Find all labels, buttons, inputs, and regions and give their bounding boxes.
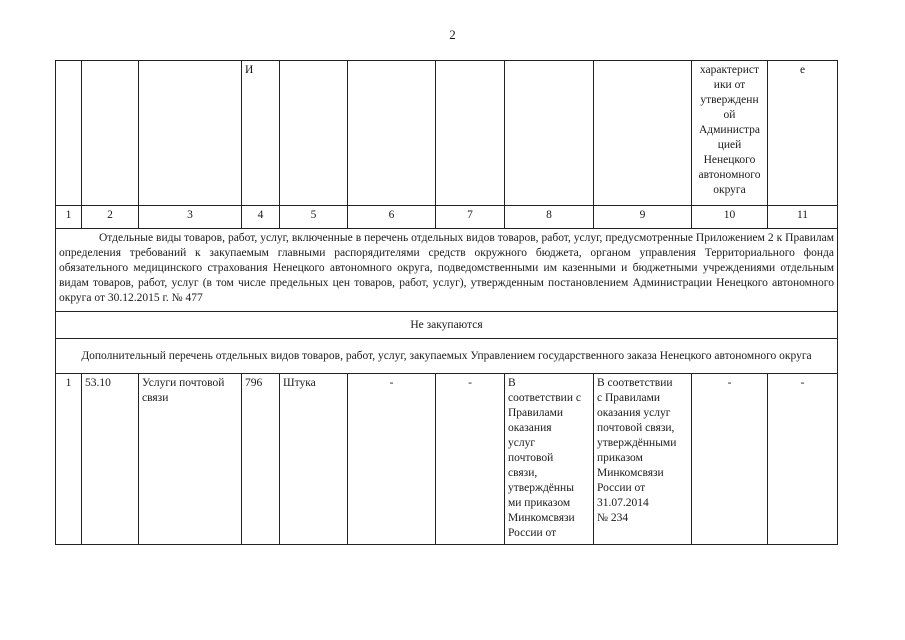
additional-list-title: Дополнительный перечень отдельных видов товаров, работ, услуг, закупаемых Управлением государственного заказа Ненецкого автономного округа (56, 339, 838, 374)
column-number: 6 (348, 206, 436, 229)
header-cell-5 (280, 61, 348, 206)
column-number: 5 (280, 206, 348, 229)
not-purchased-row (56, 312, 838, 339)
cell-7: - (436, 374, 505, 545)
cell-8: В соответствии с Правилами оказания услуг почтовой связи, утверждённы ми приказом Минкомсвязи России от (505, 374, 594, 545)
column-number: 2 (82, 206, 139, 229)
header-cell-7 (436, 61, 505, 206)
column-number: 9 (594, 206, 692, 229)
header-cell-3 (139, 61, 242, 206)
header-cell-1 (56, 61, 82, 206)
header-row (56, 61, 838, 206)
column-number: 1 (56, 206, 82, 229)
requirements-table (55, 60, 838, 545)
column-number: 11 (768, 206, 838, 229)
section-paragraph: Отдельные виды товаров, работ, услуг, включенные в перечень отдельных видов товаров, работ, услуг, предусмотренные Приложением 2 к Правилам определения требований к закупаемым главными распорядителями средств окружного бюджета, органом управления Территориального фонда обязательного медицинского страхования Ненецкого автономного округа, подведомственными им казенными и бюджетными учреждениями отдельным видам товаров, работ, услуг (в том числе предельных цен товаров, работ, услуг), утвержденным постановлением Администрации Ненецкого автономного округа от 30.12.2015 г. № 477 (56, 229, 838, 312)
section-row (56, 229, 838, 312)
cell-6: - (348, 374, 436, 545)
column-number-row (56, 206, 838, 229)
okpd-code: 53.10 (82, 374, 139, 545)
header-cell-6 (348, 61, 436, 206)
column-number: 3 (139, 206, 242, 229)
column-number: 10 (692, 206, 768, 229)
header-cell-11: е (768, 61, 838, 206)
additional-list-row (56, 339, 838, 374)
header-cell-9 (594, 61, 692, 206)
not-purchased-label: Не закупаются (56, 312, 838, 339)
cell-9: В соответствии с Правилами оказания услуг почтовой связи, утверждёнными приказом Минкомсвязи России от 31.07.2014 № 234 (594, 374, 692, 545)
header-cell-2 (82, 61, 139, 206)
unit-name: Штука (280, 374, 348, 545)
cell-10: - (692, 374, 768, 545)
row-number: 1 (56, 374, 82, 545)
header-cell-4: И (242, 61, 280, 206)
okei-code: 796 (242, 374, 280, 545)
item-name: Услуги почтовой связи (139, 374, 242, 545)
column-number: 7 (436, 206, 505, 229)
page-number: 2 (449, 27, 456, 42)
column-number: 8 (505, 206, 594, 229)
header-cell-10: характерист ики от утвержденн ой Администра цией Ненецкого автономного округа (692, 61, 768, 206)
cell-11: - (768, 374, 838, 545)
table-row (56, 374, 838, 545)
header-cell-8 (505, 61, 594, 206)
column-number: 4 (242, 206, 280, 229)
